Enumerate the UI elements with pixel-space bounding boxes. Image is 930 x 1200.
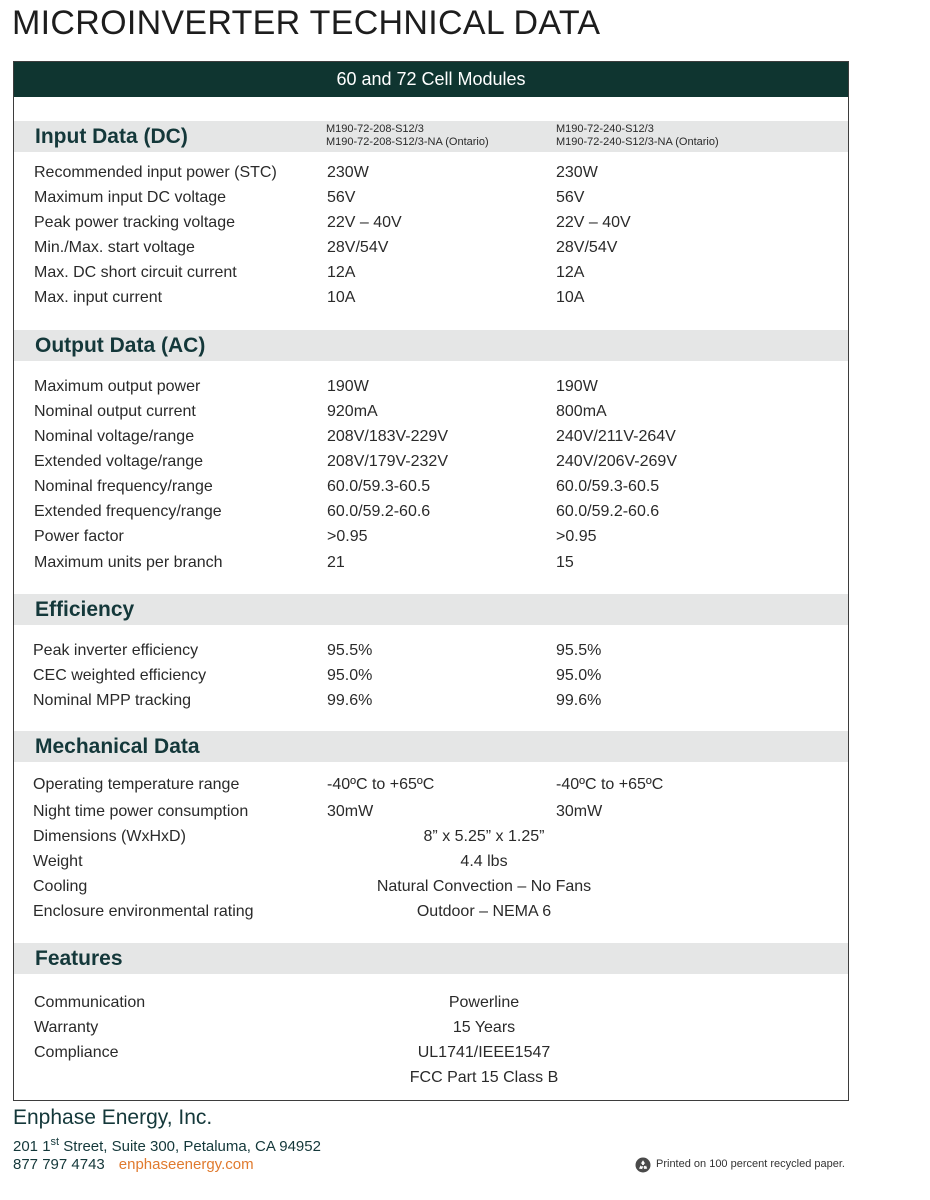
row-value-240: 30mW bbox=[556, 803, 603, 820]
row-label: Cooling bbox=[33, 878, 88, 895]
banner: 60 and 72 Cell Modules bbox=[14, 62, 848, 97]
table-row bbox=[14, 992, 848, 1014]
table-row bbox=[14, 826, 848, 848]
recycle-icon bbox=[635, 1157, 651, 1173]
row-value-shared: 4.4 lbs bbox=[460, 853, 508, 870]
table-row bbox=[14, 851, 848, 873]
table-row bbox=[14, 901, 848, 923]
row-label: Compliance bbox=[34, 1044, 119, 1061]
section-title-input: Input Data (DC) bbox=[35, 125, 188, 148]
model-1-name-ontario: M190-72-208-S12/3-NA (Ontario) bbox=[326, 136, 489, 148]
row-value-208: -40ºC to +65ºC bbox=[327, 776, 435, 793]
row-value-240: 56V bbox=[556, 189, 585, 206]
row-label: Nominal voltage/range bbox=[34, 428, 195, 445]
table-row bbox=[14, 876, 848, 898]
row-value-240: >0.95 bbox=[556, 528, 597, 545]
row-label: Night time power consumption bbox=[33, 803, 249, 820]
row-value-240: 230W bbox=[556, 164, 598, 181]
model-1-name: M190-72-208-S12/3 bbox=[326, 123, 424, 135]
row-value-208: 190W bbox=[327, 378, 369, 395]
row-label: Enclosure environmental rating bbox=[33, 903, 254, 920]
row-value-shared: 8” x 5.25” x 1.25” bbox=[423, 828, 545, 845]
section-header-output bbox=[14, 330, 848, 361]
address-rest: Street, Suite 300, Petaluma, CA 94952 bbox=[59, 1138, 321, 1155]
contact-line bbox=[13, 1156, 254, 1173]
table-row bbox=[14, 401, 848, 423]
table-row bbox=[14, 526, 848, 548]
row-label: Extended voltage/range bbox=[34, 453, 204, 470]
row-label: Peak power tracking voltage bbox=[34, 214, 235, 231]
row-value-shared: Powerline bbox=[448, 994, 520, 1011]
row-label: Maximum input DC voltage bbox=[34, 189, 227, 206]
table-row bbox=[14, 552, 848, 574]
row-label: Nominal MPP tracking bbox=[33, 692, 191, 709]
row-value-208: 56V bbox=[327, 189, 356, 206]
row-label: Weight bbox=[33, 853, 83, 870]
row-value-208: 208V/183V-229V bbox=[327, 428, 448, 445]
table-row bbox=[14, 801, 848, 823]
row-value-240: 60.0/59.3-60.5 bbox=[556, 478, 660, 495]
recycled-paper-note: Printed on 100 percent recycled paper. bbox=[656, 1158, 845, 1170]
row-label: Extended frequency/range bbox=[34, 503, 222, 520]
section-title-output: Output Data (AC) bbox=[35, 334, 206, 357]
row-value-208: 28V/54V bbox=[327, 239, 389, 256]
row-label: Max. input current bbox=[34, 289, 163, 306]
row-value-208: >0.95 bbox=[327, 528, 368, 545]
row-label: Peak inverter efficiency bbox=[33, 642, 199, 659]
table-row bbox=[14, 476, 848, 498]
row-value-208: 22V – 40V bbox=[327, 214, 402, 231]
row-value-240: 10A bbox=[556, 289, 585, 306]
row-value-240: 12A bbox=[556, 264, 585, 281]
row-value-208: 95.0% bbox=[327, 667, 373, 684]
row-label: Communication bbox=[34, 994, 146, 1011]
section-header-efficiency bbox=[14, 594, 848, 625]
row-value-208: 208V/179V-232V bbox=[327, 453, 448, 470]
table-row bbox=[14, 690, 848, 712]
row-value-240: 99.6% bbox=[556, 692, 602, 709]
row-value-208: 30mW bbox=[327, 803, 374, 820]
table-row bbox=[14, 376, 848, 398]
table-row bbox=[14, 187, 848, 209]
table-row bbox=[14, 237, 848, 259]
row-value-240: 22V – 40V bbox=[556, 214, 631, 231]
row-value-240: 60.0/59.2-60.6 bbox=[556, 503, 660, 520]
company-name: Enphase Energy, Inc. bbox=[13, 1106, 213, 1129]
section-title-mechanical: Mechanical Data bbox=[35, 735, 200, 758]
section-header-mechanical bbox=[14, 731, 848, 762]
row-label: Warranty bbox=[34, 1019, 99, 1036]
row-value-208: 60.0/59.3-60.5 bbox=[327, 478, 431, 495]
row-value-240: 190W bbox=[556, 378, 598, 395]
table-row bbox=[14, 262, 848, 284]
section-title-efficiency: Efficiency bbox=[35, 598, 135, 621]
row-label: Nominal output current bbox=[34, 403, 196, 420]
row-value-240: 95.0% bbox=[556, 667, 602, 684]
row-value-208: 60.0/59.2-60.6 bbox=[327, 503, 431, 520]
table-row bbox=[14, 287, 848, 309]
row-value-shared: Outdoor – NEMA 6 bbox=[416, 903, 552, 920]
row-value-208: 920mA bbox=[327, 403, 378, 420]
row-value-240: 240V/206V-269V bbox=[556, 453, 677, 470]
row-label: Min./Max. start voltage bbox=[34, 239, 195, 256]
table-row bbox=[14, 426, 848, 448]
address-street-number: 201 1 bbox=[13, 1138, 51, 1155]
company-address bbox=[13, 1136, 321, 1155]
row-label: Maximum output power bbox=[34, 378, 201, 395]
row-value-240: 240V/211V-264V bbox=[556, 428, 676, 445]
model-2-name: M190-72-240-S12/3 bbox=[556, 123, 654, 135]
row-value-240: 95.5% bbox=[556, 642, 602, 659]
table-row bbox=[14, 774, 848, 796]
row-value-shared: Natural Convection – No Fans bbox=[376, 878, 592, 895]
row-value-208: 10A bbox=[327, 289, 356, 306]
table-row bbox=[14, 665, 848, 687]
model-column-2 bbox=[556, 123, 719, 149]
table-row bbox=[14, 501, 848, 523]
table-row bbox=[14, 1042, 848, 1064]
row-value-208: 99.6% bbox=[327, 692, 373, 709]
row-label: CEC weighted efficiency bbox=[33, 667, 207, 684]
section-header-input bbox=[14, 121, 848, 152]
website-link[interactable]: enphaseenergy.com bbox=[118, 1156, 254, 1173]
row-label: Power factor bbox=[34, 528, 124, 545]
row-value-208: 230W bbox=[327, 164, 369, 181]
row-value-240: 800mA bbox=[556, 403, 607, 420]
row-value-208: 21 bbox=[327, 554, 345, 571]
section-header-features bbox=[14, 943, 848, 974]
row-value-208: 12A bbox=[327, 264, 356, 281]
table-row bbox=[14, 212, 848, 234]
table-row bbox=[14, 640, 848, 662]
section-title-features: Features bbox=[35, 947, 123, 970]
table-row bbox=[14, 162, 848, 184]
row-value-240: 28V/54V bbox=[556, 239, 618, 256]
model-2-name-ontario: M190-72-240-S12/3-NA (Ontario) bbox=[556, 136, 719, 148]
table-row bbox=[14, 451, 848, 473]
row-label: Dimensions (WxHxD) bbox=[33, 828, 186, 845]
table-row bbox=[14, 1017, 848, 1039]
row-value-208: 95.5% bbox=[327, 642, 373, 659]
model-column-1 bbox=[326, 123, 489, 149]
address-ordinal-suffix: st bbox=[50, 1136, 60, 1148]
row-label: Recommended input power (STC) bbox=[34, 164, 277, 181]
row-value-240: 15 bbox=[556, 554, 574, 571]
row-label: Nominal frequency/range bbox=[34, 478, 213, 495]
row-value-240: -40ºC to +65ºC bbox=[556, 776, 664, 793]
phone-number: 877 797 4743 bbox=[13, 1156, 105, 1173]
page-title: MICROINVERTER TECHNICAL DATA bbox=[12, 4, 601, 42]
row-value-shared: FCC Part 15 Class B bbox=[409, 1069, 559, 1086]
row-label: Maximum units per branch bbox=[34, 554, 223, 571]
row-value-shared: UL1741/IEEE1547 bbox=[417, 1044, 551, 1061]
table-row bbox=[14, 1067, 848, 1089]
row-label: Operating temperature range bbox=[33, 776, 240, 793]
spec-table bbox=[13, 61, 849, 1101]
row-label: Max. DC short circuit current bbox=[34, 264, 237, 281]
row-value-shared: 15 Years bbox=[452, 1019, 516, 1036]
